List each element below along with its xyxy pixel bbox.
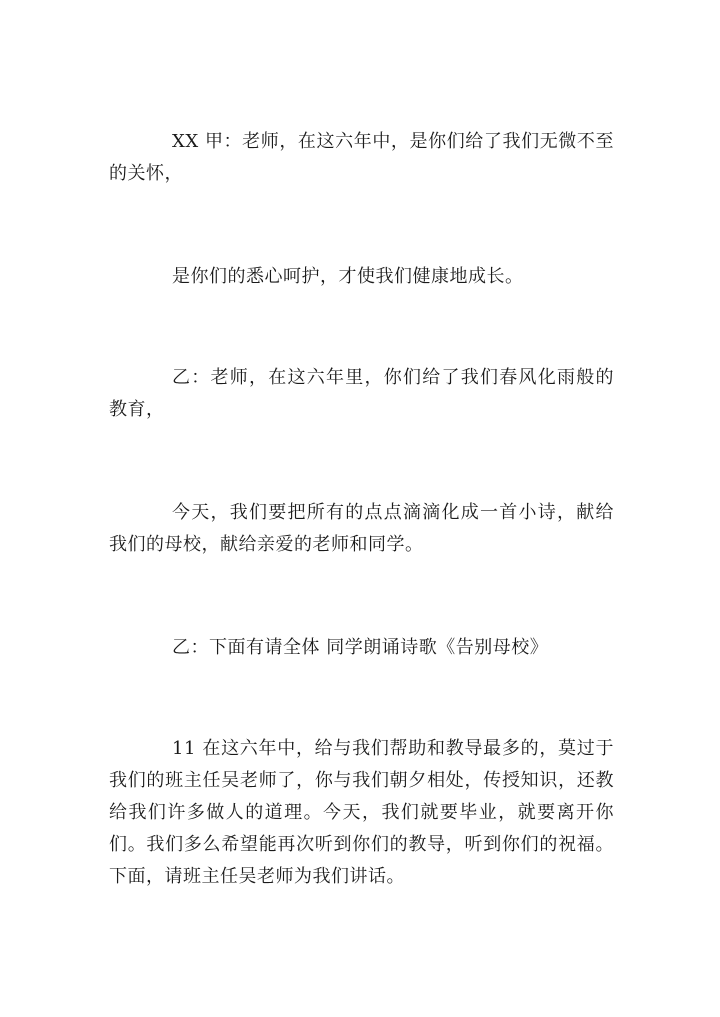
paragraph-3: 乙：老师，在这六年里，你们给了我们春风化雨般的教育， <box>109 367 614 420</box>
paragraph-6: 11 在这六年中，给与我们帮助和教导最多的，莫过于我们的班主任吴老师了，你与我们朝夕相处，传授知识，还教给我们许多做人的道理。今天，我们就要毕业，就要离开你们。我们多么希望能再次听到你们的教导，听到你们的祝福。下面，请班主任吴老师为我们讲话。 <box>109 738 614 887</box>
paragraph-5: 乙：下面有请全体 同学朗诵诗歌《告别母校》 <box>172 637 549 658</box>
paragraph-2: 是你们的悉心呵护，才使我们健康地成长。 <box>172 266 524 287</box>
paragraph-4: 今天，我们要把所有的点点滴滴化成一首小诗，献给我们的母校，献给亲爱的老师和同学。 <box>109 502 614 555</box>
paragraph-1: XX 甲：老师，在这六年中，是你们给了我们无微不至的关怀， <box>109 131 614 184</box>
